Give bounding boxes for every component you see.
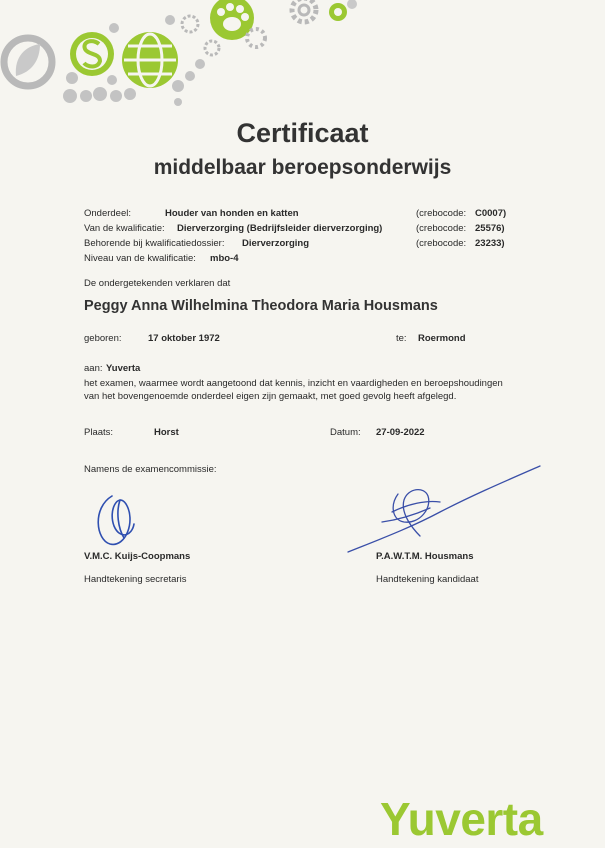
committee-label: Namens de examencommissie: (84, 464, 217, 475)
born-place-label: te: (396, 333, 407, 344)
candidate-role: Handtekening kandidaat (376, 574, 479, 585)
recycle-icon (329, 0, 357, 21)
detail-label-niveau: Niveau van de kwalificatie: (84, 253, 196, 264)
school-name: Yuverta (106, 363, 141, 374)
certificate-subtitle: middelbaar beroepsonderwijs (153, 156, 452, 179)
crebo-code: 25576) (475, 223, 505, 234)
dollar-icon (70, 32, 114, 76)
candidate-signature (348, 466, 540, 552)
detail-label-kwalificatie: Van de kwalificatie: (84, 223, 165, 234)
secretary-role: Handtekening secretaris (84, 574, 187, 585)
crebo-label: (crebocode: (416, 238, 467, 249)
issue-place-label: Plaats: (84, 427, 114, 438)
crebo-label: (crebocode: (416, 223, 467, 234)
detail-value-niveau: mbo-4 (210, 253, 239, 264)
statement-line-1: het examen, waarmee wordt aangetoond dat kennis, inzicht en vaardigheden en beroepshoudingen (84, 378, 503, 389)
leaf-icon (4, 38, 52, 86)
secretary-name: V.M.C. Kuijs-Coopmans (84, 551, 191, 562)
issue-date-label: Datum: (330, 427, 361, 438)
issue-place: Horst (154, 427, 179, 438)
crebo-label: (crebocode: (416, 208, 467, 219)
certificate-title: Certificaat (236, 118, 369, 148)
statement-line-2: van het bovengenoemde onderdeel eigen zijn gemaakt, met goed gevolg heeft afgelegd. (84, 391, 457, 402)
secretary-signature (98, 496, 134, 544)
detail-label-dossier: Behorende bij kwalificatiedossier: (84, 238, 225, 249)
issue-date: 27-09-2022 (376, 427, 425, 438)
candidate-name: Peggy Anna Wilhelmina Theodora Maria Housmans (84, 298, 438, 314)
brand-logo: Yuverta (380, 793, 543, 845)
born-date: 17 oktober 1972 (148, 333, 220, 344)
school-label: aan: (84, 363, 103, 374)
declaration-intro: De ondergetekenden verklaren dat (84, 278, 231, 289)
crebo-code: C0007) (475, 208, 507, 219)
detail-value-dossier: Dierverzorging (242, 238, 310, 249)
detail-value-onderdeel: Houder van honden en katten (165, 208, 299, 219)
globe-icon (122, 32, 178, 88)
born-label: geboren: (84, 333, 122, 344)
born-place: Roermond (418, 333, 466, 344)
crebo-code: 23233) (475, 238, 505, 249)
detail-label-onderdeel: Onderdeel: (84, 208, 132, 219)
candidate-signer-name: P.A.W.T.M. Housmans (376, 551, 474, 562)
detail-value-kwalificatie: Dierverzorging (Bedrijfsleider dierverzorging) (177, 223, 383, 234)
decorative-icon-cluster (0, 0, 605, 112)
